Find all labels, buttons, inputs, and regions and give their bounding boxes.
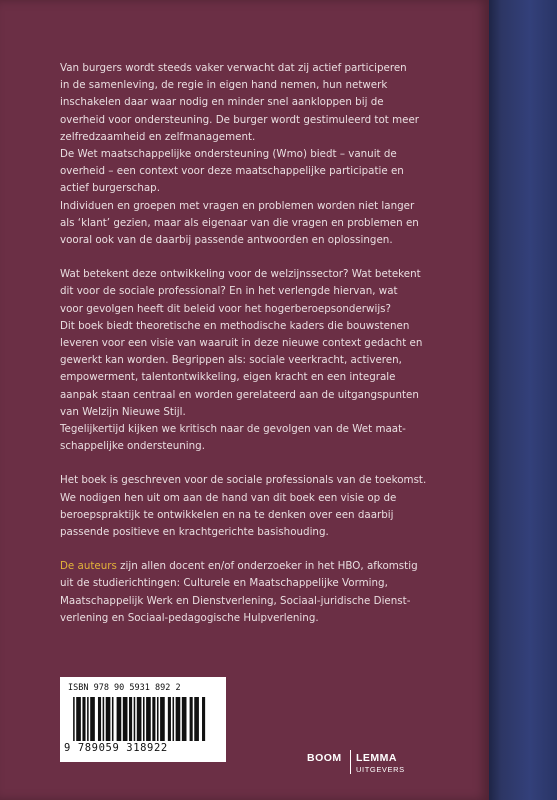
paragraph-critical: Tegelijkertijd kijken we kritisch naar de gevolgen van de Wet maat- schappelijke ondersteuning. <box>60 423 406 453</box>
isbn-label: ISBN 978 90 5931 892 2 <box>68 683 181 693</box>
barcode-bar <box>168 697 171 741</box>
barcode-bar <box>98 697 101 741</box>
barcode-bar <box>129 697 132 741</box>
barcode-bar <box>123 697 128 741</box>
barcode-bar <box>117 697 122 741</box>
logo-divider <box>350 750 351 774</box>
paragraph-questions: Wat betekent deze ontwikkeling voor de welzijnssector? Wat betekent dit voor de sociale professional? En in het verlengde hiervan, wat voor gevolgen heeft dit beleid voor het hogerberoepsonderwijs? <box>60 268 421 315</box>
barcode-box <box>60 677 226 762</box>
barcode-bar <box>76 697 81 741</box>
barcode-bar <box>182 697 187 741</box>
barcode-bar <box>87 697 89 741</box>
barcode-bar <box>157 697 159 741</box>
barcode-bars <box>70 697 216 741</box>
barcode-bar <box>152 697 155 741</box>
barcode-digits: 9 789059 318922 <box>64 742 168 754</box>
barcode-bar <box>173 697 175 741</box>
publisher-name-left: BOOM <box>307 752 342 764</box>
barcode-bar <box>146 697 151 741</box>
barcode-bar <box>160 697 165 741</box>
barcode-bar <box>137 697 142 741</box>
barcode-bar <box>103 697 105 741</box>
barcode-bar <box>202 697 205 741</box>
barcode-bar <box>176 697 181 741</box>
authors-text: zijn allen docent en/of onderzoeker in het HBO, afkomstig uit de studierichtingen: Culturele en Maatschappelijke Vorming, Maatschappelijk Werk en Dienstverlening, Sociaal-juridische Dienst- verlening en Sociaal-pedagogische Hulpverlening. <box>60 560 418 624</box>
barcode-bar <box>90 697 95 741</box>
paragraph-authors <box>60 558 472 627</box>
barcode-bar <box>106 697 111 741</box>
barcode-bar <box>134 697 136 741</box>
barcode-bar <box>190 697 193 741</box>
barcode-bar <box>194 697 199 741</box>
barcode-bar <box>82 697 85 741</box>
paragraph-audience: Het boek is geschreven voor de sociale professionals van de toekomst. We nodigen hen uit om aan de hand van dit boek een visie op de beroepspraktijk te ontwikkelen en na te denken over een daarbij passende positieve en krachtgerichte basishouding. <box>60 474 427 539</box>
publisher-subtitle: UITGEVERS <box>356 765 405 774</box>
barcode-bar <box>73 697 75 741</box>
barcode-bar <box>112 697 114 741</box>
paragraph-intro: Van burgers wordt steeds vaker verwacht dat zij actief participeren in de samenleving, de regie in eigen hand nemen, hun netwerk inschakelen daar waar nodig en minder snel aankloppen bij de overheid voor ondersteuning. De burger wordt gestimuleerd tot meer zelfredzaamheid en zelfmanagement. <box>60 62 420 143</box>
barcode-bar <box>143 697 145 741</box>
paragraph-individuals: Individuen en groepen met vragen en problemen worden niet langer als ‘klant’ gezien, maar als eigenaar van die vragen en problemen en vooral ook van de daarbij passende antwoorden en oplossingen. <box>60 199 419 247</box>
paragraph-wmo: De Wet maatschappelijke ondersteuning (Wmo) biedt – vanuit de overheid – een context voor deze maatschappelijke participatie en actief burgerschap. <box>60 148 404 195</box>
blurb-text <box>60 60 472 627</box>
authors-label: De auteurs <box>60 560 117 573</box>
paragraph-book-frameworks: Dit boek biedt theoretische en methodische kaders die bouwstenen leveren voor een visie van waaruit in deze nieuwe context gedacht en gewerkt kan worden. Begrippen als: sociale veerkracht, activeren, empowerment, talentontwikkeling, eigen kracht en een integrale aanpak staan centraal en worden gerelateerd aan de uitgangspunten van Welzijn Nieuwe Stijl. <box>60 319 423 418</box>
publisher-name-right: LEMMA <box>356 752 397 764</box>
book-spine <box>489 0 557 800</box>
